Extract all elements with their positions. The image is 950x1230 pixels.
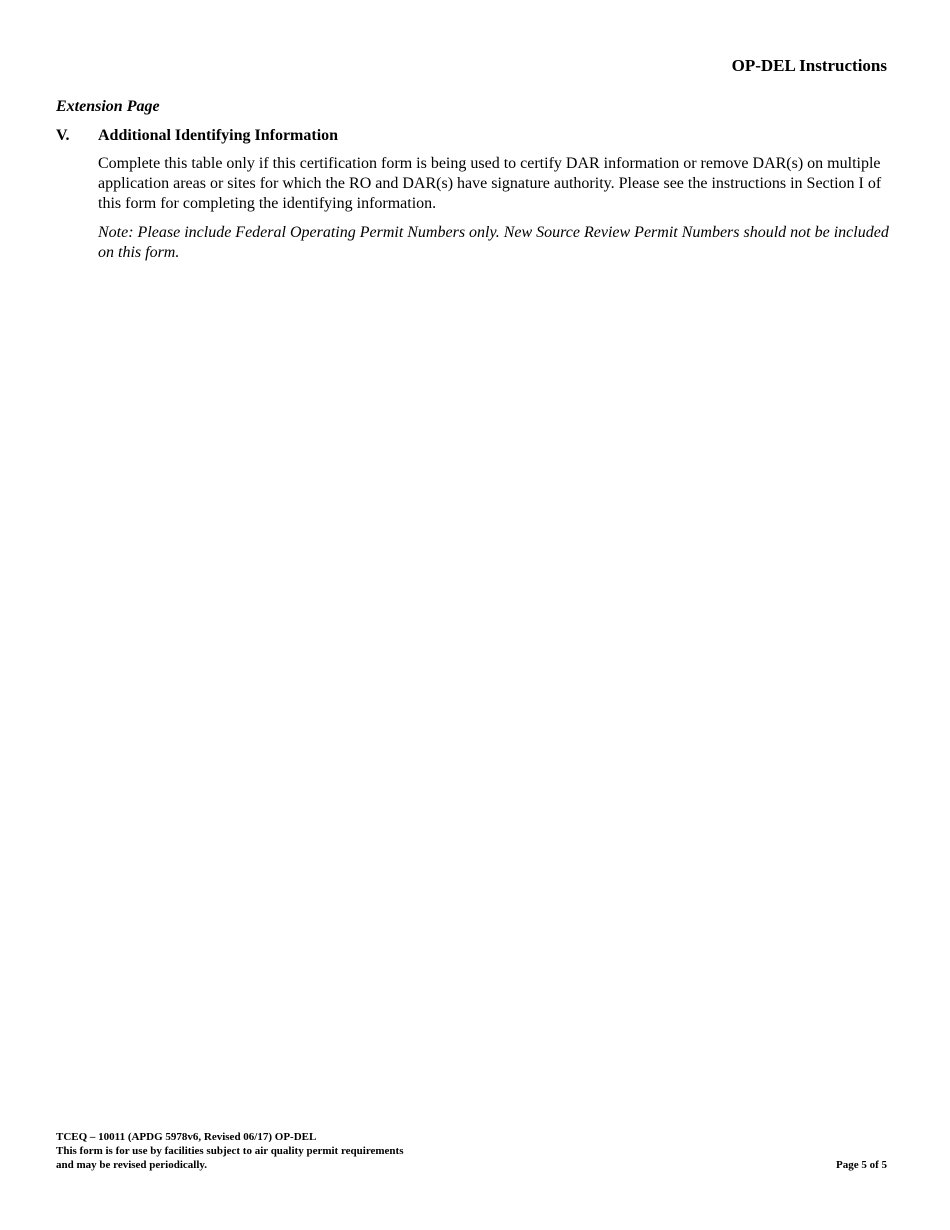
section-note: Note: Please include Federal Operating Permit Numbers only. New Source Review Permit Numbers should not be included on this form. (98, 224, 889, 261)
section-paragraph: Complete this table only if this certification form is being used to certify DAR information or remove DAR(s) on multiple application areas or sites for which the RO and DAR(s) have signature authority. Please see the instructions in Section I of this form for completing the identifying information. (98, 155, 882, 212)
section-heading (56, 126, 338, 146)
footer-usage-line-2: and may be revised periodically. (56, 1159, 208, 1171)
section-number: V. (56, 127, 70, 144)
section-title: Additional Identifying Information (98, 127, 339, 144)
footer-page-number: Page 5 of 5 (835, 1159, 887, 1171)
footer-form-id: TCEQ – 10011 (APDG 5978v6, Revised 06/17) OP-DEL (56, 1131, 317, 1143)
footer-usage-line-1: This form is for use by facilities subject to air quality permit requirements (56, 1145, 404, 1157)
footer-form-info (56, 1130, 404, 1172)
page-header-title: OP-DEL Instructions (731, 56, 887, 75)
extension-page-label: Extension Page (56, 98, 160, 115)
